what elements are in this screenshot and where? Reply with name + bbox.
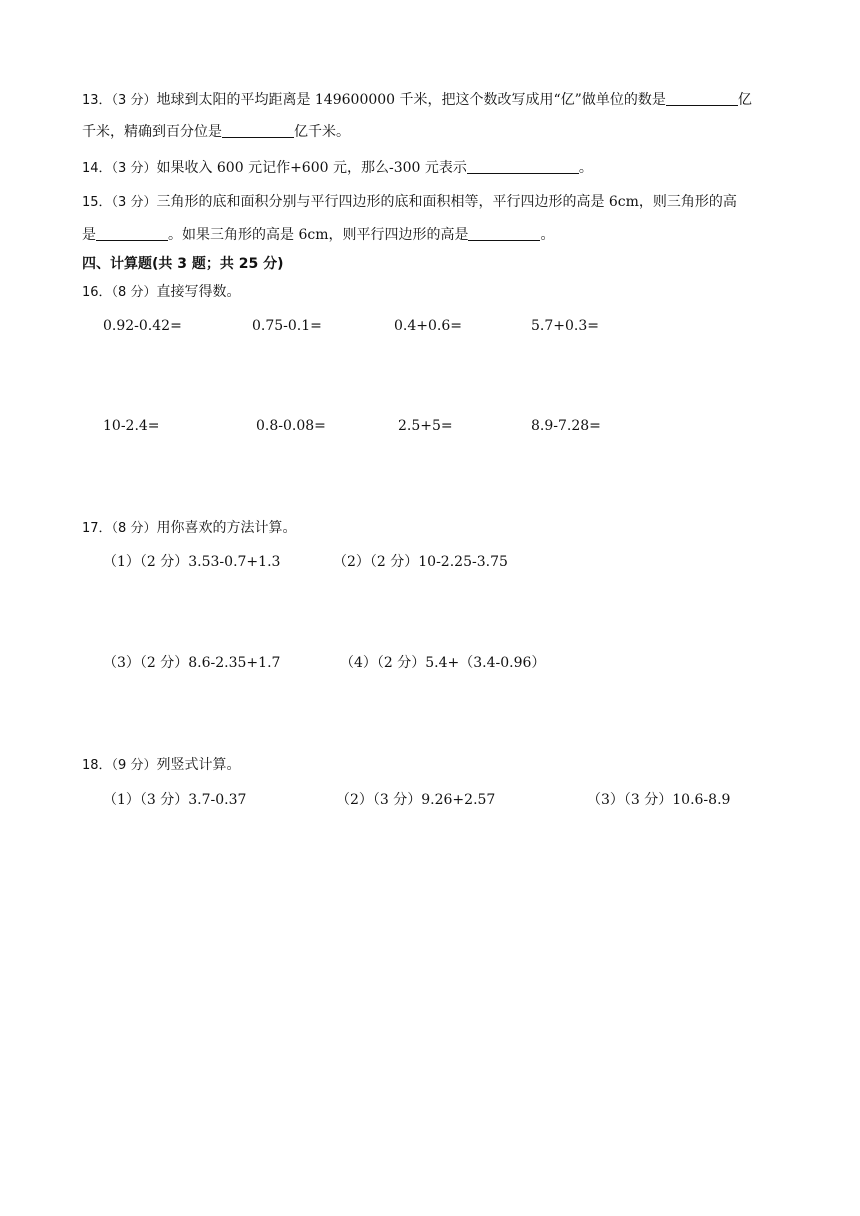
- question-17: [82, 518, 296, 539]
- answer-blank[interactable]: [467, 159, 579, 174]
- question-score: （3 分）: [111, 195, 157, 210]
- question-number: 17．: [82, 521, 112, 536]
- answer-blank[interactable]: [96, 226, 168, 241]
- answer-blank[interactable]: [666, 91, 738, 106]
- question-text: 列竖式计算。: [156, 757, 241, 773]
- question-text: 千米，精确到百分位是: [82, 124, 222, 140]
- question-13-line-1: [82, 90, 752, 111]
- question-text: 亿千米。: [294, 124, 350, 140]
- question-text: 如果收入 600 元记作+600 元，那么-300 元表示: [156, 160, 467, 176]
- calc-item: （3）（2 分）8.6-2.35+1.7: [103, 655, 281, 671]
- question-13-line-2: [82, 122, 350, 142]
- question-number: 13．: [82, 93, 112, 108]
- question-text: 直接写得数。: [156, 284, 241, 300]
- question-14: [82, 158, 593, 179]
- question-score: （8 分）: [111, 285, 157, 300]
- question-text: 是: [82, 227, 96, 243]
- question-text: 亿: [737, 92, 752, 108]
- question-number: 14．: [82, 161, 112, 176]
- calc-item: （1）（2 分）3.53-0.7+1.3: [103, 554, 281, 570]
- arithmetic-item: 0.92-0.42=: [103, 318, 182, 334]
- question-15-line-1: [82, 192, 737, 213]
- section-heading: 四、计算题(共 3 题；共 25 分): [82, 256, 284, 272]
- arithmetic-item: 8.9-7.28=: [531, 418, 601, 434]
- question-score: （9 分）: [111, 758, 157, 773]
- question-text: 。如果三角形的高是 6cm，则平行四边形的高是: [168, 227, 469, 243]
- arithmetic-item: 0.4+0.6=: [394, 318, 462, 334]
- calc-item: （2）（2 分）10-2.25-3.75: [333, 554, 508, 570]
- arithmetic-item: 0.75-0.1=: [252, 318, 322, 334]
- question-18: [82, 755, 240, 776]
- answer-blank[interactable]: [468, 226, 540, 241]
- calc-item: （3）（3 分）10.6-8.9: [587, 792, 731, 808]
- question-text: 。: [578, 160, 593, 176]
- question-number: 18．: [82, 758, 112, 773]
- question-text: 三角形的底和面积分别与平行四边形的底和面积相等，平行四边形的高是 6cm，则三角形的高: [156, 194, 737, 210]
- answer-blank[interactable]: [222, 123, 294, 138]
- question-score: （3 分）: [111, 93, 157, 108]
- question-score: （3 分）: [111, 161, 157, 176]
- arithmetic-item: 0.8-0.08=: [256, 418, 326, 434]
- question-score: （8 分）: [111, 521, 157, 536]
- calc-item: （4）（2 分）5.4+（3.4-0.96）: [340, 655, 546, 671]
- arithmetic-item: 10-2.4=: [103, 418, 160, 434]
- arithmetic-item: 5.7+0.3=: [531, 318, 599, 334]
- question-text: 地球到太阳的平均距离是 149600000 千米，把这个数改写成用“亿”做单位的数是: [156, 92, 666, 108]
- question-number: 15．: [82, 195, 112, 210]
- question-text: 。: [540, 227, 555, 243]
- question-15-line-2: [82, 225, 554, 245]
- calc-item: （2）（3 分）9.26+2.57: [336, 792, 496, 808]
- question-text: 用你喜欢的方法计算。: [156, 520, 297, 536]
- calc-item: （1）（3 分）3.7-0.37: [103, 792, 247, 808]
- question-number: 16．: [82, 285, 112, 300]
- question-16: [82, 282, 240, 303]
- arithmetic-item: 2.5+5=: [398, 418, 453, 434]
